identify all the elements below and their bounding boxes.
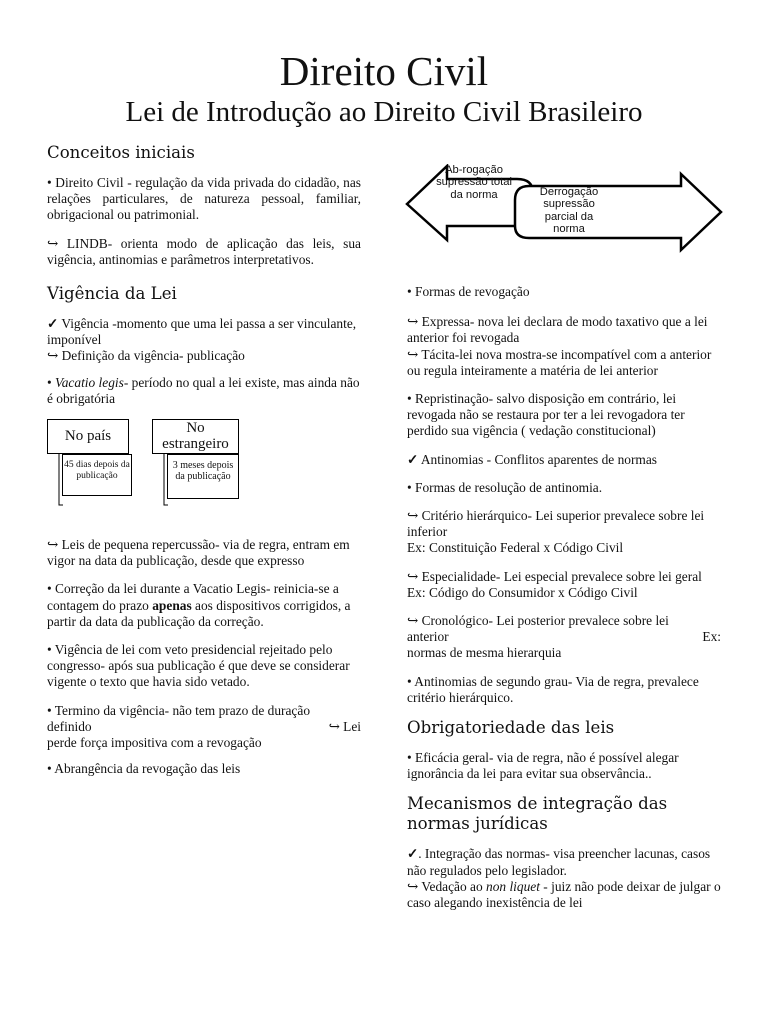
paragraph-veto: • Vigência de lei com veto presidencial rejeitado pelo congresso- após sua publicação é que deve se considerar vigente o texto que havia sido vetado. [47,642,350,690]
correcao-bold: apenas [152,597,192,613]
paragraph-eficacia: • Eficácia geral- via de regra, não é possível alegar ignorância da lei para evitar sua observância.. [407,750,679,782]
definicao-text: ↪ Definição da vigência- publicação [47,348,245,364]
revogacao-diagram [405,164,725,261]
paragraph-direito-civil: • Direito Civil - regulação da vida privada do cidadão, nas relações particulares, de natureza pessoal, familiar, obrigacional ou patrimonial. [47,175,361,223]
heading-conceitos: Conceitos iniciais [47,143,195,162]
paragraph-especialidade: ↪ Especialidade- Lei especial prevalece sobre lei geral Ex: Código do Consumidor x Código Civil [407,568,702,600]
paragraph-abrangencia: • Abrangência da revogação das leis [47,761,241,777]
heading-mecanismos: Mecanismos de integração das normas jurídicas [407,794,668,834]
vacatio-text: período no qual a lei existe, mas ainda não é obrigatória [47,374,360,406]
paragraph-correcao: • Correção da lei durante a Vacatio Legis- reinicia-se a contagem do prazo apenas aos dispositivos corrigidos, a partir da data da publicação da correção. [47,581,351,629]
bullet-icon: • [47,374,56,390]
paragraph-termino: • Termino da vigência- não tem prazo de duração definido ↪ Lei perde força impositiva com a revogação [47,702,361,751]
paragraph-vacatio [47,375,361,407]
paragraph-formas-resolucao: • Formas de resolução de antinomia. [407,479,603,495]
paragraph-integracao: ✓. Integração das normas- visa preencher lacunas, casos não regulados pelo legislador. ↪ Vedação ao non liquet - juiz não pode deixar de julgar o caso alegando inexistência de lei [407,846,721,911]
paragraph-segundo-grau: • Antinomias de segundo grau- Via de regra, prevalece critério hierárquico. [407,673,699,705]
pais-box: No país [47,419,129,454]
paragraph-hierarquico: ↪ Critério hierárquico- Lei superior prevalece sobre lei inferior Ex: Constituição Federal x Código Civil [407,508,705,556]
document-title: Direito Civil [279,48,489,94]
paragraph-cronologico: ↪ Cronológico- Lei posterior prevalece sobre lei anterior Ex: normas de mesma hierarquia [407,613,721,661]
document-subtitle: Lei de Introdução ao Direito Civil Brasileiro [125,96,643,128]
paragraph-lindb: ↪ LINDB- orienta modo de aplicação das leis, sua vigência, antinomias e parâmetros interpretativos. [47,235,361,267]
paragraph-pequena: ↪ Leis de pequena repercussão- via de regra, entram em vigor na data da publicação, desde que expresso [47,537,350,569]
check-mark-icon: ✓ [407,846,419,862]
vacatio-diagram [47,419,361,523]
non-liquet-term: non liquet [486,878,540,894]
estrangeiro-box: No estrangeiro [152,419,239,454]
ab-rogacao-label: Ab-rogação supressão total da norma [436,164,512,201]
paragraph-repristinacao: • Repristinação- salvo disposição em contrário, lei revogada não se restaura por ter a lei revogadora ter perdido sua vigência ( vedação constitucional) [407,391,685,439]
estrangeiro-detail-box: 3 meses depois da publicação [167,454,239,499]
derrogacao-label: Derrogação supressão parcial da norma [539,186,599,236]
paragraph-vigencia [47,316,361,365]
vigencia-text: Vigência -momento que uma lei passa a ser vinculante, imponível [47,316,357,348]
check-mark-icon: ✓ [407,451,419,467]
check-mark-icon: ✓ [47,316,59,332]
vacatio-term: Vacatio legis- [55,374,129,390]
right-column [407,284,721,923]
pais-detail-box: 45 dias depois da publicação [62,454,132,496]
heading-vigencia: Vigência da Lei [47,284,177,304]
left-column [47,143,361,789]
paragraph-expressa-tacita: ↪ Expressa- nova lei declara de modo taxativo que a lei anterior foi revogada ↪ Tácita-lei nova mostra-se incompatível com a anterior ou regula inteiramente a matéria de lei anterior [407,314,712,378]
paragraph-formas-revogacao: • Formas de revogação [407,284,530,299]
paragraph-antinomias: ✓ Antinomias - Conflitos aparentes de normas [407,451,657,467]
heading-obrigatoriedade: Obrigatoriedade das leis [407,718,615,738]
